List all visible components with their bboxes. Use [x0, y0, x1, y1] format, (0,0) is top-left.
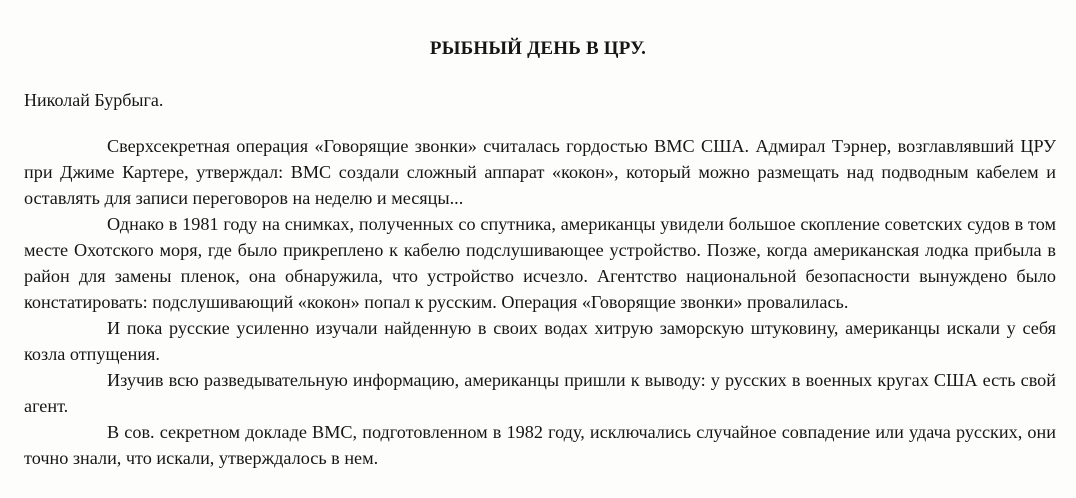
paragraph-1: Сверхсекретная операция «Говорящие звонки» считалась гордостью ВМС США. Адмирал Тэрнер, возглавлявший ЦРУ при Джиме Картере, утверждал: ВМС создали сложный аппарат «кокон», который можно размещать над подводным кабелем и оставлять для записи переговоров на неделю и месяцы...	[24, 136, 1056, 208]
paragraph-3: И пока русские усиленно изучали найденную в своих водах хитрую заморскую штуковину, американцы искали у себя козла отпущения.	[24, 318, 1056, 364]
article-body	[24, 133, 1056, 471]
paragraph-2: Однако в 1981 году на снимках, полученных со спутника, американцы увидели большое скопление советских судов в том месте Охотского моря, где было прикреплено к кабелю подслушивающее устройство. Позже, когда американская лодка прибыла в район для замены пленок, она обнаружила, что устройство исчезло. Агентство национальной безопасности вынуждено было констатировать: подслушивающий «кокон» попал к русским. Операция «Говорящие звонки» провалилась.	[24, 214, 1056, 312]
paragraph-5: В сов. секретном докладе ВМС, подготовленном в 1982 году, исключались случайное совпадение или удача русских, они точно знали, что искали, утверждалось в нем.	[24, 422, 1056, 468]
author-name: Николай Бурбыга.	[24, 90, 164, 110]
paragraph-4: Изучив всю разведывательную информацию, американцы пришли к выводу: у русских в военных кругах США есть свой агент.	[24, 370, 1056, 416]
document-title: РЫБНЫЙ ДЕНЬ В ЦРУ.	[429, 38, 647, 59]
